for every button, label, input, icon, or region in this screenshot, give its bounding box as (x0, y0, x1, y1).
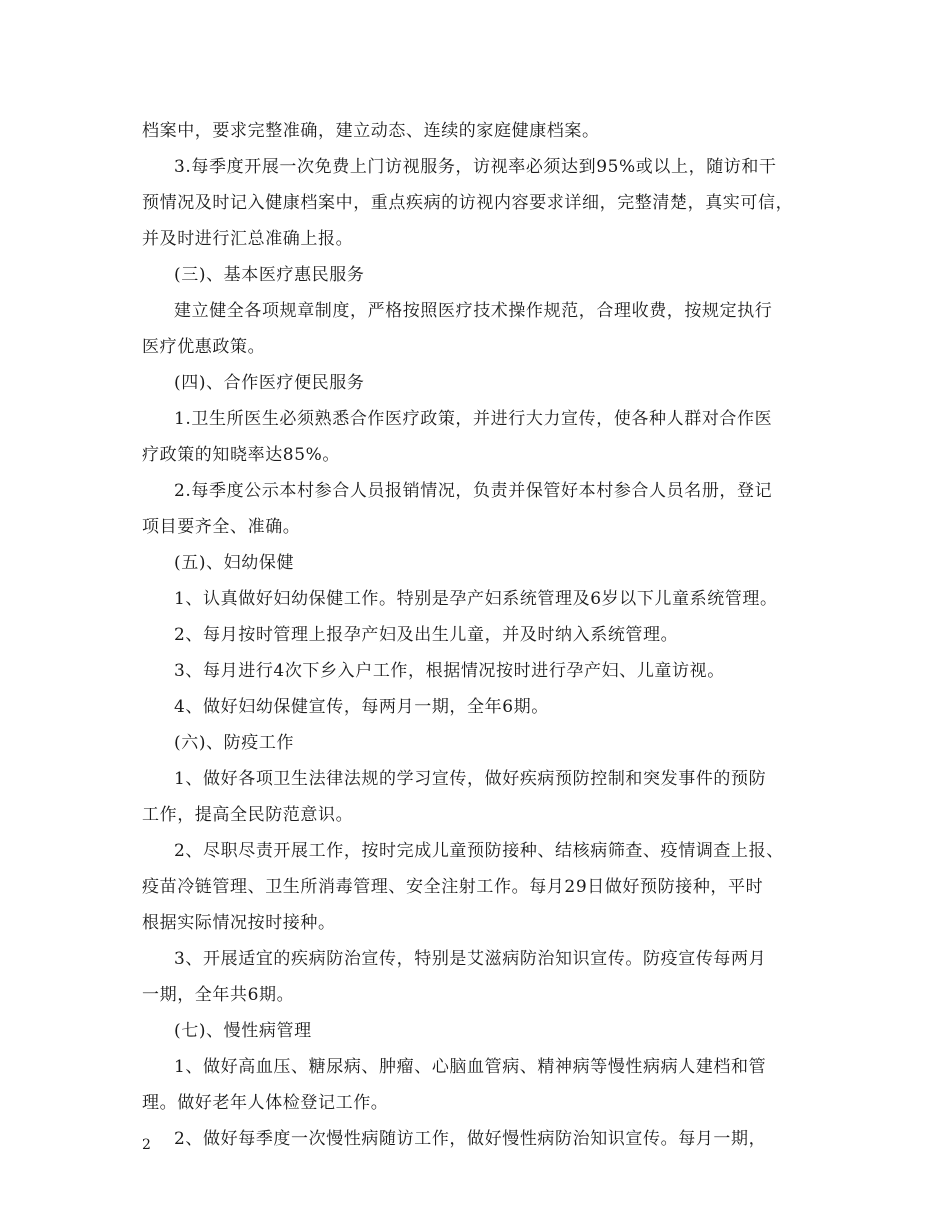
text-line: 建立健全各项规章制度，严格按照医疗技术操作规范，合理收费，按规定执行 (174, 301, 773, 321)
text-line: 1.卫生所医生必须熟悉合作医疗政策，并进行大力宣传，使各种人群对合作医 (174, 409, 773, 429)
text-line: 工作，提高全民防范意识。 (142, 805, 354, 825)
text-line: 1、认真做好妇幼保健工作。特别是孕产妇系统管理及6岁以下儿童系统管理。 (174, 589, 778, 609)
text-line: 根据实际情况按时接种。 (142, 913, 336, 933)
text-line: (五)、妇幼保健 (174, 553, 295, 573)
text-line: 3、每月进行4次下乡入户工作，根据情况按时进行孕产妇、儿童访视。 (174, 661, 725, 681)
text-line: (三)、基本医疗惠民服务 (174, 265, 365, 285)
text-line: (六)、防疫工作 (174, 733, 295, 753)
page-number: 2 (142, 1137, 151, 1153)
text-line: 3、开展适宜的疾病防治宣传，特别是艾滋病防治知识宣传。防疫宣传每两月 (174, 949, 767, 969)
text-line: 疗政策的知晓率达85%。 (142, 445, 340, 465)
text-line: 1、做好高血压、糖尿病、肿瘤、心脑血管病、精神病等慢性病病人建档和管 (174, 1057, 767, 1077)
text-line: 4、做好妇幼保健宣传，每两月一期，全年6期。 (174, 697, 549, 717)
text-line: 2、每月按时管理上报孕产妇及出生儿童，并及时纳入系统管理。 (174, 625, 679, 645)
text-line: 档案中，要求完整准确，建立动态、连续的家庭健康档案。 (142, 121, 600, 141)
text-line: (七)、慢性病管理 (174, 1021, 312, 1041)
document-body (142, 113, 822, 1157)
text-line: 预情况及时记入健康档案中，重点疾病的访视内容要求详细，完整清楚，真实可信， (142, 193, 794, 213)
text-line: 并及时进行汇总准确上报。 (142, 229, 354, 249)
text-line: (四)、合作医疗便民服务 (174, 373, 365, 393)
text-line: 理。做好老年人体检登记工作。 (142, 1093, 389, 1113)
text-line: 2、做好每季度一次慢性病随访工作，做好慢性病防治知识宣传。每月一期， (174, 1129, 767, 1149)
text-line: 3.每季度开展一次免费上门访视服务，访视率必须达到95%或以上，随访和干 (174, 157, 777, 177)
text-line: 项目要齐全、准确。 (142, 517, 301, 537)
text-line: 一期，全年共6期。 (142, 985, 295, 1005)
text-line: 2、尽职尽责开展工作，按时完成儿童预防接种、结核病筛查、疫情调查上报、 (174, 841, 784, 861)
text-line: 1、做好各项卫生法律法规的学习宣传，做好疾病预防控制和突发事件的预防 (174, 769, 767, 789)
text-line: 医疗优惠政策。 (142, 337, 266, 357)
text-line: 2.每季度公示本村参合人员报销情况，负责并保管好本村参合人员名册，登记 (174, 481, 773, 501)
text-line: 疫苗冷链管理、卫生所消毒管理、安全注射工作。每月29日做好预防接种，平时 (142, 877, 764, 897)
